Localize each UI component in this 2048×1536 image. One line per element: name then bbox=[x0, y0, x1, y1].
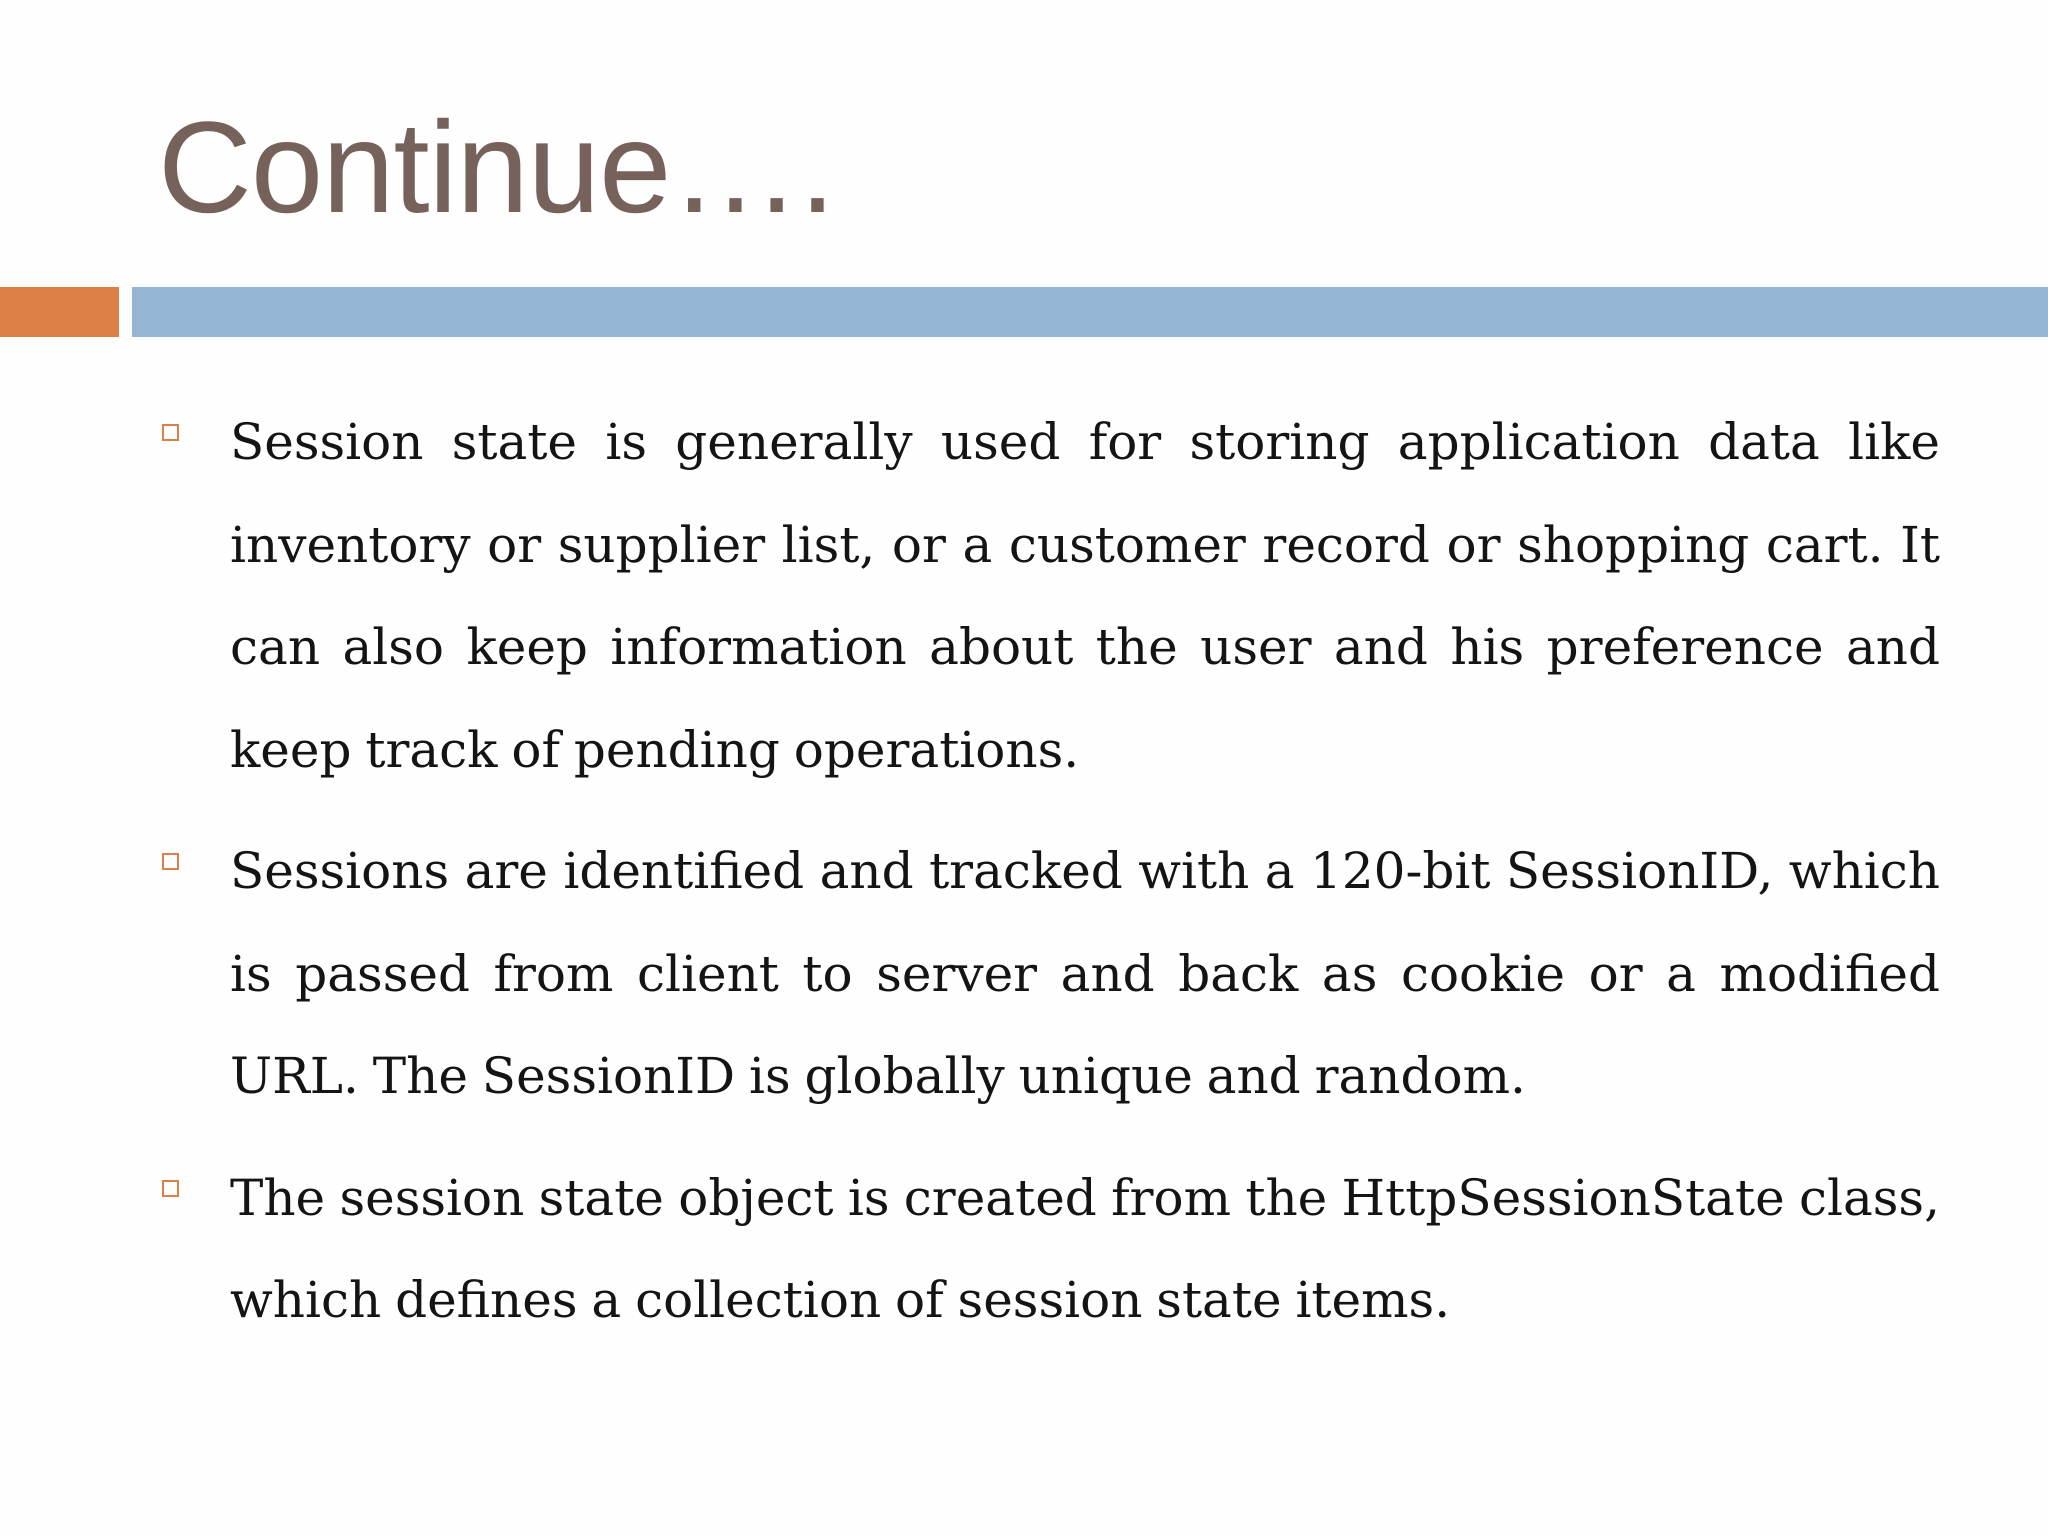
bullet-list bbox=[158, 391, 1940, 1371]
title-rule-bar bbox=[132, 287, 2048, 337]
bullet-text: Sessions are identified and tracked with a 120-bit SessionID, which is passed from client to server and back as cookie or a modified URL. The SessionID is globally unique and random. bbox=[230, 842, 1940, 1105]
bullet-text: The session state object is created from the HttpSessionState class, which defines a collection of session state items. bbox=[230, 1168, 1940, 1329]
hollow-square-bullet-icon bbox=[162, 853, 179, 870]
slide-title: Continue…. bbox=[158, 94, 835, 240]
bullet-item bbox=[158, 1147, 1940, 1352]
bullet-item bbox=[158, 820, 1940, 1128]
hollow-square-bullet-icon bbox=[162, 424, 179, 441]
bullet-item bbox=[158, 391, 1940, 801]
accent-bar bbox=[0, 287, 119, 337]
bullet-text: Session state is generally used for storing application data like inventory or supplier list, or a customer record or shopping cart. It can also keep information about the user and his preference and keep track of pending operations. bbox=[230, 413, 1940, 779]
hollow-square-bullet-icon bbox=[162, 1180, 179, 1197]
